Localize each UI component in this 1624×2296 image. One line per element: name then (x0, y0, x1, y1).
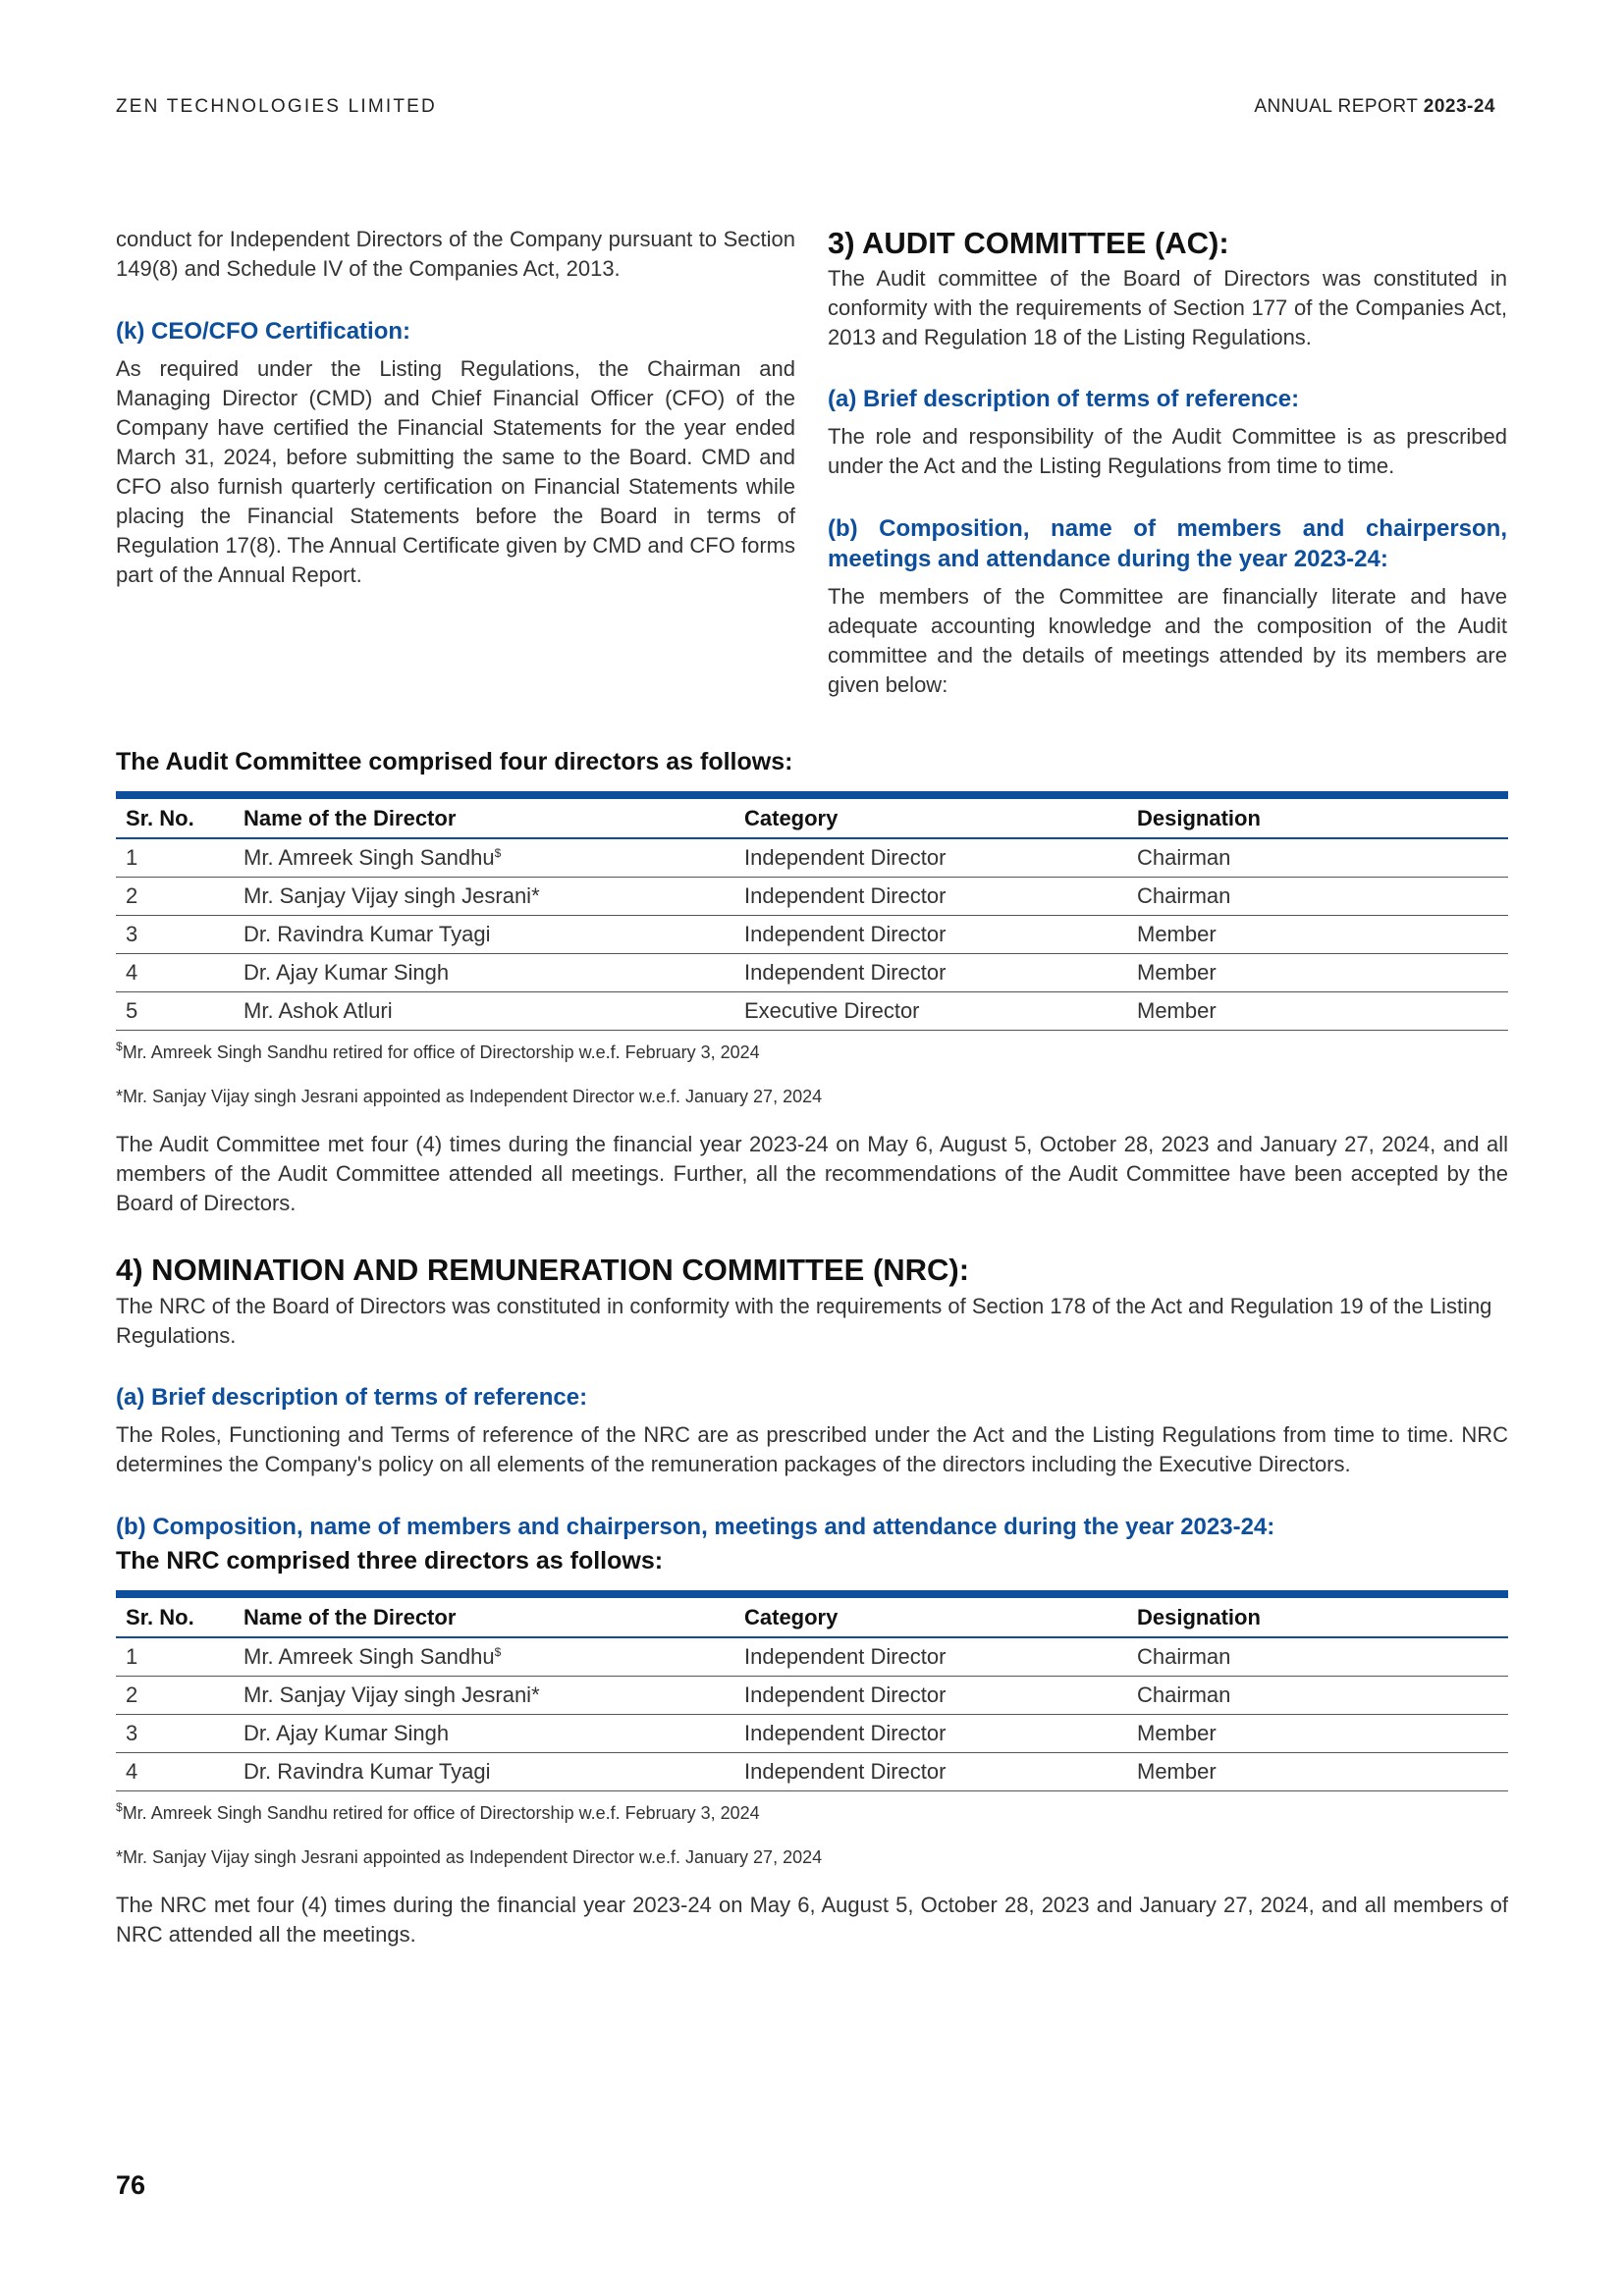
footnote-mark: $ (116, 1040, 123, 1053)
header-company-name: ZEN TECHNOLOGIES LIMITED (116, 96, 437, 117)
cell-category: Independent Director (734, 1637, 1127, 1677)
cell-name (234, 1715, 734, 1753)
director-name: Dr. Ajay Kumar Singh (244, 960, 450, 985)
director-name: Mr. Amreek Singh Sandhu (244, 1644, 495, 1669)
nrc-table (116, 1590, 1508, 1791)
director-name: Dr. Ravindra Kumar Tyagi (244, 1759, 491, 1784)
director-name: Mr. Sanjay Vijay singh Jesrani* (244, 1682, 540, 1707)
cell-name (234, 1753, 734, 1791)
footnote-mark: $ (494, 846, 502, 860)
cell-name (234, 1677, 734, 1715)
audit-meetings-paragraph: The Audit Committee met four (4) times during the financial year 2023-24 on May 6, August 5, October 28, 2023 and January 27, 2024, and all members of the Audit Committee attended all meetings. Further, all the recommendations of the Audit Committee have been accepted by the Board of Directors. (116, 1132, 1508, 1215)
cell-name (234, 838, 734, 878)
cell-designation: Chairman (1127, 1677, 1508, 1715)
col-header-category: Category (744, 1604, 839, 1629)
table-header-row (116, 1594, 1508, 1637)
table-row (116, 878, 1508, 916)
cell-category: Independent Director (734, 954, 1127, 992)
cell-designation: Member (1127, 1753, 1508, 1791)
cell-name (234, 954, 734, 992)
footnote-mark: $ (494, 1645, 502, 1659)
cell-category: Executive Director (734, 992, 1127, 1031)
nrc-terms-heading: (a) Brief description of terms of reference: (116, 1384, 588, 1411)
col-header-category: Category (744, 805, 839, 830)
director-name: Dr. Ajay Kumar Singh (244, 1721, 450, 1745)
table-row (116, 916, 1508, 954)
director-name: Mr. Sanjay Vijay singh Jesrani* (244, 883, 540, 908)
col-header-name: Name of the Director (244, 805, 457, 830)
audit-footnote-2: *Mr. Sanjay Vijay singh Jesrani appointed as Independent Director w.e.f. January 27, 2024 (116, 1087, 823, 1106)
table-row (116, 1637, 1508, 1677)
table-row (116, 992, 1508, 1031)
table-row (116, 1753, 1508, 1791)
cell-sr-no: 3 (116, 1715, 234, 1753)
nrc-footnote-2: *Mr. Sanjay Vijay singh Jesrani appointed as Independent Director w.e.f. January 27, 2024 (116, 1847, 823, 1867)
audit-footnote-1 (116, 1041, 1508, 1064)
cell-designation: Member (1127, 916, 1508, 954)
nrc-terms-paragraph: The Roles, Functioning and Terms of reference of the NRC are as prescribed under the Act and the Listing Regulations from time to time. NRC determines the Company's policy on all elements of the remuneration packages of the directors including the Executive Directors. (116, 1422, 1508, 1476)
audit-committee-heading: 3) AUDIT COMMITTEE (AC): (828, 226, 1229, 260)
cell-category: Independent Director (734, 1715, 1127, 1753)
col-header-sr-no: Sr. No. (126, 1604, 194, 1629)
header-report-label: ANNUAL REPORT (1254, 96, 1424, 117)
cell-name (234, 1637, 734, 1677)
footnote-text: Mr. Amreek Singh Sandhu retired for office of Directorship w.e.f. February 3, 2024 (122, 1042, 760, 1062)
cell-sr-no: 5 (116, 992, 234, 1031)
director-name: Dr. Ravindra Kumar Tyagi (244, 922, 491, 946)
cell-designation: Chairman (1127, 1637, 1508, 1677)
left-column (116, 225, 795, 590)
audit-committee-table (116, 791, 1508, 1031)
col-header-designation: Designation (1137, 1604, 1261, 1629)
director-name: Mr. Amreek Singh Sandhu (244, 845, 495, 870)
audit-terms-paragraph: The role and responsibility of the Audit Committee is as prescribed under the Act and the Listing Regulations from time to time. (828, 424, 1507, 478)
table-row (116, 838, 1508, 878)
audit-terms-heading: (a) Brief description of terms of reference: (828, 386, 1300, 412)
page-number: 76 (116, 2170, 146, 2200)
col-header-designation: Designation (1137, 805, 1261, 830)
table-row (116, 1715, 1508, 1753)
cell-category: Independent Director (734, 916, 1127, 954)
audit-intro-paragraph: The Audit committee of the Board of Directors was constituted in conformity with the requirements of Section 177 of the Companies Act, 2013 and Regulation 18 of the Listing Regulations. (828, 266, 1507, 349)
cell-sr-no: 1 (116, 1637, 234, 1677)
audit-table-title: The Audit Committee comprised four directors as follows: (116, 748, 793, 775)
ceo-cfo-heading: (k) CEO/CFO Certification: (116, 318, 411, 345)
cell-designation: Member (1127, 954, 1508, 992)
table-header-row (116, 795, 1508, 838)
nrc-heading: 4) NOMINATION AND REMUNERATION COMMITTEE (NRC): (116, 1253, 970, 1287)
cell-category: Independent Director (734, 838, 1127, 878)
cell-sr-no: 2 (116, 878, 234, 916)
nrc-meetings-paragraph: The NRC met four (4) times during the financial year 2023-24 on May 6, August 5, October 28, 2023 and January 27, 2024, and all members of NRC attended all the meetings. (116, 1893, 1508, 1947)
cell-sr-no: 3 (116, 916, 234, 954)
header-report-title (1254, 96, 1495, 118)
cell-sr-no: 4 (116, 1753, 234, 1791)
nrc-intro-paragraph: The NRC of the Board of Directors was constituted in conformity with the requirements of Section 178 of the Act and Regulation 19 of the Listing Regulations. (116, 1294, 1492, 1348)
nrc-table-title: The NRC comprised three directors as follows: (116, 1547, 664, 1575)
cell-designation: Member (1127, 1715, 1508, 1753)
nrc-footnote-1 (116, 1801, 1508, 1825)
cell-name (234, 992, 734, 1031)
footnote-text: Mr. Amreek Singh Sandhu retired for office of Directorship w.e.f. February 3, 2024 (122, 1803, 760, 1823)
audit-composition-paragraph: The members of the Committee are financially literate and have adequate accounting knowledge and the composition of the Audit committee and the details of meetings attended by its members are given below: (828, 584, 1507, 697)
table-row (116, 954, 1508, 992)
right-column (828, 225, 1507, 700)
col-header-name: Name of the Director (244, 1604, 457, 1629)
cell-category: Independent Director (734, 1753, 1127, 1791)
cell-category: Independent Director (734, 1677, 1127, 1715)
intro-paragraph: conduct for Independent Directors of the Company pursuant to Section 149(8) and Schedule IV of the Companies Act, 2013. (116, 227, 795, 281)
director-name: Mr. Ashok Atluri (244, 998, 393, 1023)
cell-designation: Chairman (1127, 878, 1508, 916)
cell-sr-no: 1 (116, 838, 234, 878)
ceo-cfo-paragraph: As required under the Listing Regulations, the Chairman and Managing Director (CMD) and Chief Financial Officer (CFO) of the Company have certified the Financial Statements for the year ended March 31, 2024, before submitting the same to the Board. CMD and CFO also furnish quarterly certification on Financial Statements while placing the Financial Statements before the Board in terms of Regulation 17(8). The Annual Certificate given by CMD and CFO forms part of the Annual Report. (116, 356, 795, 587)
cell-name (234, 916, 734, 954)
cell-designation: Member (1127, 992, 1508, 1031)
nrc-composition-heading: (b) Composition, name of members and chairperson, meetings and attendance during the year 2023-24: (116, 1514, 1275, 1540)
cell-category: Independent Director (734, 878, 1127, 916)
audit-composition-heading: (b) Composition, name of members and chairperson, meetings and attendance during the year 2023-24: (828, 515, 1507, 572)
cell-sr-no: 2 (116, 1677, 234, 1715)
header-report-year: 2023-24 (1423, 96, 1495, 117)
footnote-mark: $ (116, 1800, 123, 1814)
cell-designation: Chairman (1127, 838, 1508, 878)
col-header-sr-no: Sr. No. (126, 805, 194, 830)
cell-name (234, 878, 734, 916)
table-row (116, 1677, 1508, 1715)
audit-table-section (116, 746, 1508, 1949)
cell-sr-no: 4 (116, 954, 234, 992)
